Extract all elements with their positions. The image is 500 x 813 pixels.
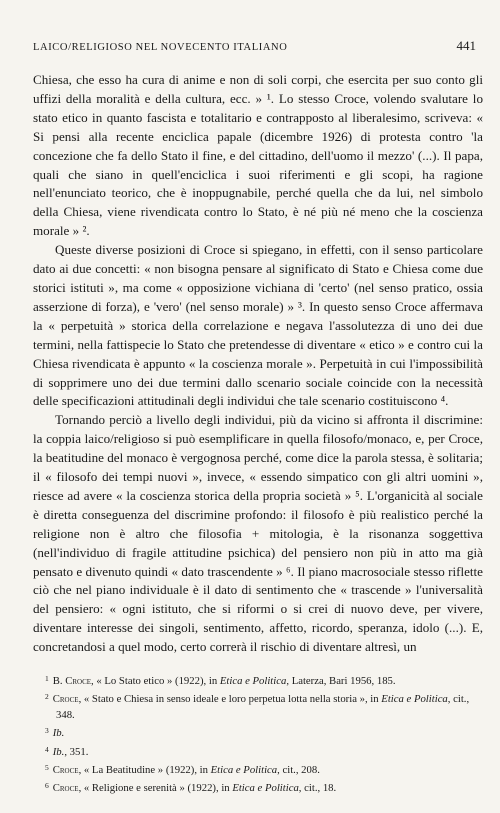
- body-text: [33, 71, 483, 657]
- footnote-text: , « Lo Stato etico » (1922), in: [91, 675, 220, 687]
- page-number: 441: [456, 38, 476, 53]
- footnotes: [33, 671, 483, 797]
- footnote: [33, 671, 483, 689]
- footnote-text: , cit., 208.: [277, 764, 320, 777]
- footnote: [33, 778, 483, 796]
- footnote-author: Croce: [52, 693, 79, 706]
- footnote-number: 3: [45, 726, 49, 736]
- footnote-number: 6: [45, 781, 49, 791]
- footnote-number: 4: [45, 744, 49, 754]
- footnote: [33, 760, 483, 778]
- footnote-number: 5: [45, 763, 49, 773]
- footnote-text: , cit., 348.: [56, 693, 470, 721]
- footnote-author: B. Croce: [52, 675, 92, 687]
- footnote: [33, 689, 483, 723]
- paragraph: Tornando perciò a livello degli individui, più da vicino si affronta il discrimine: la coppia laico/religioso si può esemplificare in quella filosofo/monaco, e, per Croce, la beatitudine del monaco è vergognosa perché, come dice la parola stessa, è solitaria; il « filosofo dei tempi nuovi », invece, « essendo simpatico con gli altri uomini », riesce ad avere « la coscienza storica della propria società » ⁵. L'organicità al sociale è diretta conseguenza del discrimine profondo: il filosofo è più realistico perché la religione non è altro che filosofia + mitologia, è la risonanza soggettiva (nell'individuo di fragile attitudine psichica) del pensiero non più in atto ma già pensato e divenuto quindi « dato trascendente » ⁶. Il piano macrosociale stesso riflette ciò che nel piano individuale è il dato di sentimento che « trascende » l'universalità del pensiero: « ogni istituto, che si riformi o si crei di nuovo deve, per vivere, diventare interesse dei singoli, sentimento, affetto, ricordo, speranza, idolo (...). E, concretandosi a quel modo, certo correrà il rischio di diventare altresì, un: [33, 412, 483, 655]
- footnote-text: , « Stato e Chiesa in senso ideale e loro perpetua lotta nella storia », in: [78, 693, 382, 706]
- footnote-text: , Laterza, Bari 1956, 185.: [286, 675, 396, 687]
- footnote-author: Croce: [52, 764, 79, 777]
- footnote-text: , cit., 18.: [298, 782, 337, 795]
- footnote-number: 2: [45, 692, 49, 702]
- paragraph: Chiesa, che esso ha cura di anime e non di soli corpi, che esercita per suo conto gli uffizi della moralità e della cultura, ecc. » ¹. Lo stesso Croce, volendo svalutare lo stato etico in quanto fascista e totalitario e contrapposto al liberalesimo, scriveva: « Si pensi alla recente enciclica papale (dicembre 1926) di protesta contro 'la concezione che fa dello Stato il fine, e del cittadino, dell'uomo il mezzo' (...). Il papa, quali che siano in quell'enciclica i suoi riferimenti e gli scopi, ha ragione nell'enunciato teorico, che è inoppugnabile, perché quella che da lui, nel simbolo della Chiesa, viene rivendicata contro lo Stato, è né più né meno che la coscienza morale » ².: [33, 72, 483, 239]
- footnote-text: , 351.: [64, 745, 89, 758]
- running-title: LAICO/RELIGIOSO NEL NOVECENTO ITALIANO: [33, 42, 288, 53]
- page-header: [33, 38, 476, 54]
- footnote-work: Ib.: [52, 727, 65, 740]
- footnote-text: , « La Beatitudine » (1922), in: [78, 764, 211, 777]
- footnote: [33, 723, 483, 741]
- footnote-number: 1: [45, 674, 49, 683]
- footnote: [33, 742, 483, 760]
- footnote-work: Etica e Politica: [381, 693, 448, 706]
- paragraph: Queste diverse posizioni di Croce si spiegano, in effetti, con il senso particolare dato ai due concetti: « non bisogna pensare al significato di Stato e Chiesa come due storici istituti », ma come « opposizione vichiana di 'certo' (nel senso pratico, ossia asserzione di forza), e 'vero' (nel senso morale) » ³. In questo senso Croce affermava la « perpetuità » storica della correlazione e negava l'assolutezza di uno dei due termini, nella fattispecie lo Stato che pretendesse di diventare « etico » e contro cui la Chiesa rivendicata è appunto « la coscienza morale ». Perpetuità in cui l'impossibilità di sopprimere uno dei due termini dallo scenario sociale coincide con la necessità delle specificazioni attitudinali degli individui che tale scenario costituiscono ⁴.: [33, 242, 483, 409]
- footnote-work: Etica e Politica: [210, 764, 278, 777]
- footnote-work: Etica e Politica: [219, 675, 287, 687]
- footnote-text: , « Religione e serenità » (1922), in: [78, 782, 233, 795]
- footnote-work: Ib.: [52, 745, 65, 758]
- footnote-author: Croce: [52, 782, 79, 795]
- footnote-work: Etica e Politica: [232, 782, 299, 795]
